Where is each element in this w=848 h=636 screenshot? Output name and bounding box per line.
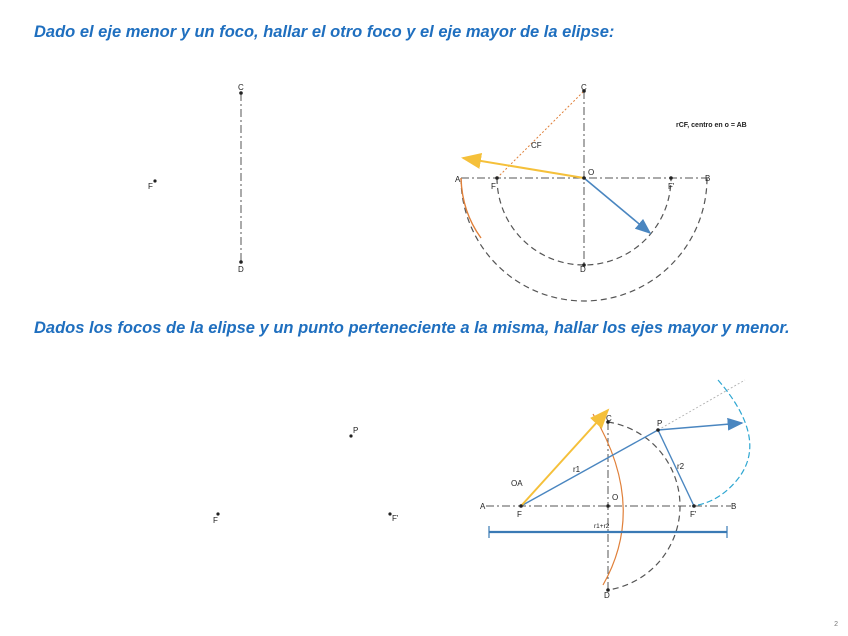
point-f2	[495, 176, 499, 180]
label-r1: r1	[573, 465, 581, 474]
point-d	[239, 260, 243, 264]
label-c2: C	[581, 83, 587, 92]
label-f-prime: F'	[392, 514, 399, 523]
arrow-blue	[658, 423, 742, 430]
label-o: O	[588, 168, 595, 177]
point-o	[582, 176, 586, 180]
label-sum: r1+r2	[594, 523, 610, 530]
page-number: 2	[834, 621, 838, 628]
label-o: O	[612, 493, 619, 502]
label-d2: D	[580, 265, 586, 274]
label-d: D	[604, 591, 610, 600]
point-f-prime	[692, 504, 696, 508]
label-f: F	[213, 516, 218, 525]
label-f: F	[517, 510, 522, 519]
arc-cyan	[692, 380, 750, 506]
point-o	[606, 504, 610, 508]
point-f2-prime	[669, 176, 673, 180]
label-d: D	[238, 265, 244, 274]
segment-r1	[521, 430, 658, 506]
label-a: A	[480, 502, 486, 511]
label-cf: CF	[531, 141, 542, 150]
label-f: F	[491, 182, 496, 191]
label-a: A	[455, 175, 461, 184]
arrow-yellow	[463, 158, 584, 178]
extension-line	[658, 380, 745, 430]
label-f: F	[148, 182, 153, 191]
label-f-prime: F'	[668, 182, 675, 191]
heading-bottom: Dados los focos de la elipse y un punto perteneciente a la misma, hallar los ejes mayor y menor.	[34, 319, 790, 337]
point-f	[153, 179, 156, 182]
segment-r2	[658, 430, 694, 506]
diagram2-solution	[480, 380, 750, 600]
label-r2: r2	[677, 462, 685, 471]
arc-orange	[461, 178, 481, 238]
label-c: C	[606, 414, 612, 423]
heading-top: Dado el eje menor y un foco, hallar el otro foco y el eje mayor de la elipse:	[34, 23, 615, 41]
note-rcf: rCF, centro en o = AB	[676, 122, 747, 129]
label-f-prime: F'	[690, 510, 697, 519]
diagram1-solution	[455, 83, 747, 301]
label-p: P	[353, 426, 359, 435]
point-p	[656, 428, 660, 432]
label-c: C	[238, 83, 244, 92]
diagram2-given	[213, 426, 399, 525]
diagram1-given	[148, 83, 244, 274]
label-oa: OA	[511, 479, 523, 488]
label-b: B	[705, 174, 711, 183]
label-b: B	[731, 502, 737, 511]
label-p: P	[657, 419, 663, 428]
point-f	[519, 504, 523, 508]
arrow-blue	[584, 178, 650, 233]
arrow-yellow	[521, 410, 608, 506]
